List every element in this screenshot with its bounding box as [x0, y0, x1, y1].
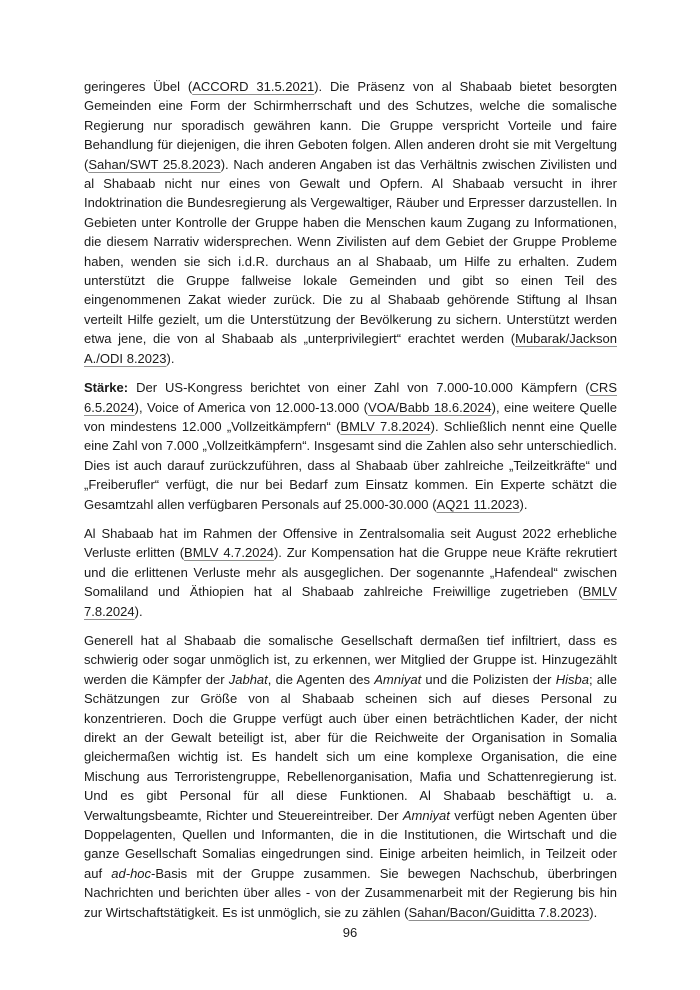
citation-link[interactable]: AQ21 11.2023 [436, 496, 520, 512]
text-run: ), eine weitere Quelle von mindestens 12.000 „Vollzeitkämpfern“ ( [84, 399, 617, 434]
citation-link[interactable]: BMLV 4.7.2024 [184, 545, 274, 561]
paragraph-infiltration [84, 631, 617, 922]
text-run: ). [166, 350, 175, 366]
italic-term: ad-hoc [111, 865, 152, 881]
italic-term: Jabhat [228, 671, 268, 687]
text-run: Der US-Kongress berichtet von einer Zahl von 7.000-10.000 Kämpfern ( [128, 380, 590, 396]
citation-link[interactable]: BMLV 7.8.2024 [340, 418, 431, 434]
bold-label: Stärke: [84, 380, 129, 396]
page-number: 96 [342, 925, 358, 940]
text-run: , die Agenten des [267, 671, 375, 687]
text-run: Al Shabaab hat im Rahmen der Offensive in Zentralsomalia seit August 2022 erhebliche Verluste erlitten ( [84, 525, 617, 561]
italic-term: Amniyat [374, 671, 422, 687]
text-run: ), Voice of America von 12.000-13.000 ( [134, 399, 368, 415]
paragraph-staerke [84, 378, 617, 514]
citation-link[interactable]: CRS 6.5.2024 [84, 380, 617, 415]
citation-link[interactable]: BMLV 7.8.2024 [84, 584, 617, 619]
text-run: ). Die Präsenz von al Shabaab bietet besorgten Gemeinden eine Form der Schirmherrschaft und des Schutzes, welche die somalische Regierung nur sporadisch gewähren kann. Die Gruppe verspricht Vorteile und faire Behandlung für diejenigen, die ihren Geboten folgen. Allen anderen droht sie mit Vergeltung ( [84, 79, 617, 172]
text-run: ). Nach anderen Angaben ist das Verhältnis zwischen Zivilisten und al Shabaab nicht nur eines von Gewalt und Opfern. Al Shabaab versucht in ihrer Indoktrination die Bundesregierung als Vergewaltiger, Räuber und Erpresser darzustellen. In Gebieten unter Kontrolle der Gruppe haben die Menschen kaum Zugang zu Informationen, die diesem Narrativ widersprechen. Wenn Zivilisten auf dem Gebiet der Gruppe Probleme haben, wenden sie sich i.d.R. durchaus an al Shabaab, um Hilfe zu erhalten. Zudem unterstützt die Gruppe fallweise lokale Gemeinden und gibt so einen Teil des eingenommenen Zakat wieder zurück. Die zu al Shabaab gehörende Stiftung al Ihsan verteilt Hilfe gezielt, um die Unterstützung der Bevölkerung zu sichern. Unterstützt werden etwa jene, die von al Shabaab als „unterprivilegiert“ erachtet werden ( [84, 156, 617, 347]
text-run: geringeres Übel ( [84, 79, 193, 94]
text-run: verfügt neben Agenten über Doppelagenten, Quellen und Informanten, die in die Institutionen, die Wirtschaft und die ganze Gesellschaft Somalias eingedrungen sind. Einige arbeiten heimlich, in Teilzeit oder auf [84, 807, 617, 881]
paragraph-civilian-relations [84, 77, 617, 368]
italic-term: Hisba [555, 671, 589, 687]
citation-link[interactable]: Sahan/Bacon/Guiditta 7.8.2023 [408, 904, 590, 920]
document-body [84, 77, 617, 922]
text-run: und die Polizisten der [421, 671, 556, 687]
text-run: ). [589, 904, 598, 920]
text-run: ). Zur Kompensation hat die Gruppe neue Kräfte rekrutiert und die erlittenen Verluste mehr als ausgeglichen. Der sogenannte „Hafendeal“ zwischen Somaliland und Äthiopien hat al Shabaab zahlreiche Freiwillige zugetrieben ( [84, 545, 617, 600]
text-run: ). [134, 603, 143, 619]
citation-link[interactable]: VOA/Babb 18.6.2024 [367, 399, 492, 415]
text-run: Generell hat al Shabaab die somalische Gesellschaft dermaßen tief infiltriert, dass es schwierig oder sogar unmöglich ist, zu erkennen, wer Mitglied der Gruppe ist. Hinzugezählt werden die Kämpfer der [84, 632, 617, 687]
citation-link[interactable]: Sahan/SWT 25.8.2023 [88, 156, 221, 172]
citation-link[interactable]: Mubarak/Jackson A./ODI 8.2023 [84, 331, 617, 366]
paragraph-verluste [84, 524, 617, 621]
citation-link[interactable]: ACCORD 31.5.2021 [192, 79, 315, 94]
text-run: ). [519, 496, 528, 512]
text-run: -Basis mit der Gruppe zusammen. Sie bewegen Nachschub, überbringen Nachrichten und berichten über alles - von der Zusammenarbeit mit der Regierung bis hin zur Wirtschaftstätigkeit. Es ist unmöglich, sie zu zählen ( [84, 865, 617, 920]
text-run: ). Schließlich nennt eine Quelle eine Zahl von 7.000 „Vollzeitkämpfern“. Insgesamt sind die Zahlen also sehr unterschiedlich. Dies ist auch darauf zurückzuführen, dass al Shabaab über zahlreiche „Teilzeitkräfte“ und „Freiberufler“ verfügt, die nur bei Bedarf zum Einsatz kommen. Ein Experte schätzt die Gesamtzahl allen verfügbaren Personals auf 25.000-30.000 ( [84, 418, 617, 512]
italic-term: Amniyat [402, 807, 450, 823]
text-run: ; alle Schätzungen zur Größe von al Shabaab scheinen sich auf dieses Personal zu konzentrieren. Doch die Gruppe verfügt auch über einen beträchtlichen Kader, der nicht direkt an der Gewalt beteiligt ist, aber für die Reichweite der Organisation in Somalia gleichermaßen wichtig ist. Es handelt sich um eine komplexe Organisation, die eine Mischung aus Terroristengruppe, Rebellenorganisation, Mafia und Schattenregierung ist. Und es gibt Personal für all diese Funktionen. Al Shabaab beschäftigt u. a. Verwaltungsbeamte, Richter und Steuereintreiber. Der [84, 671, 617, 823]
